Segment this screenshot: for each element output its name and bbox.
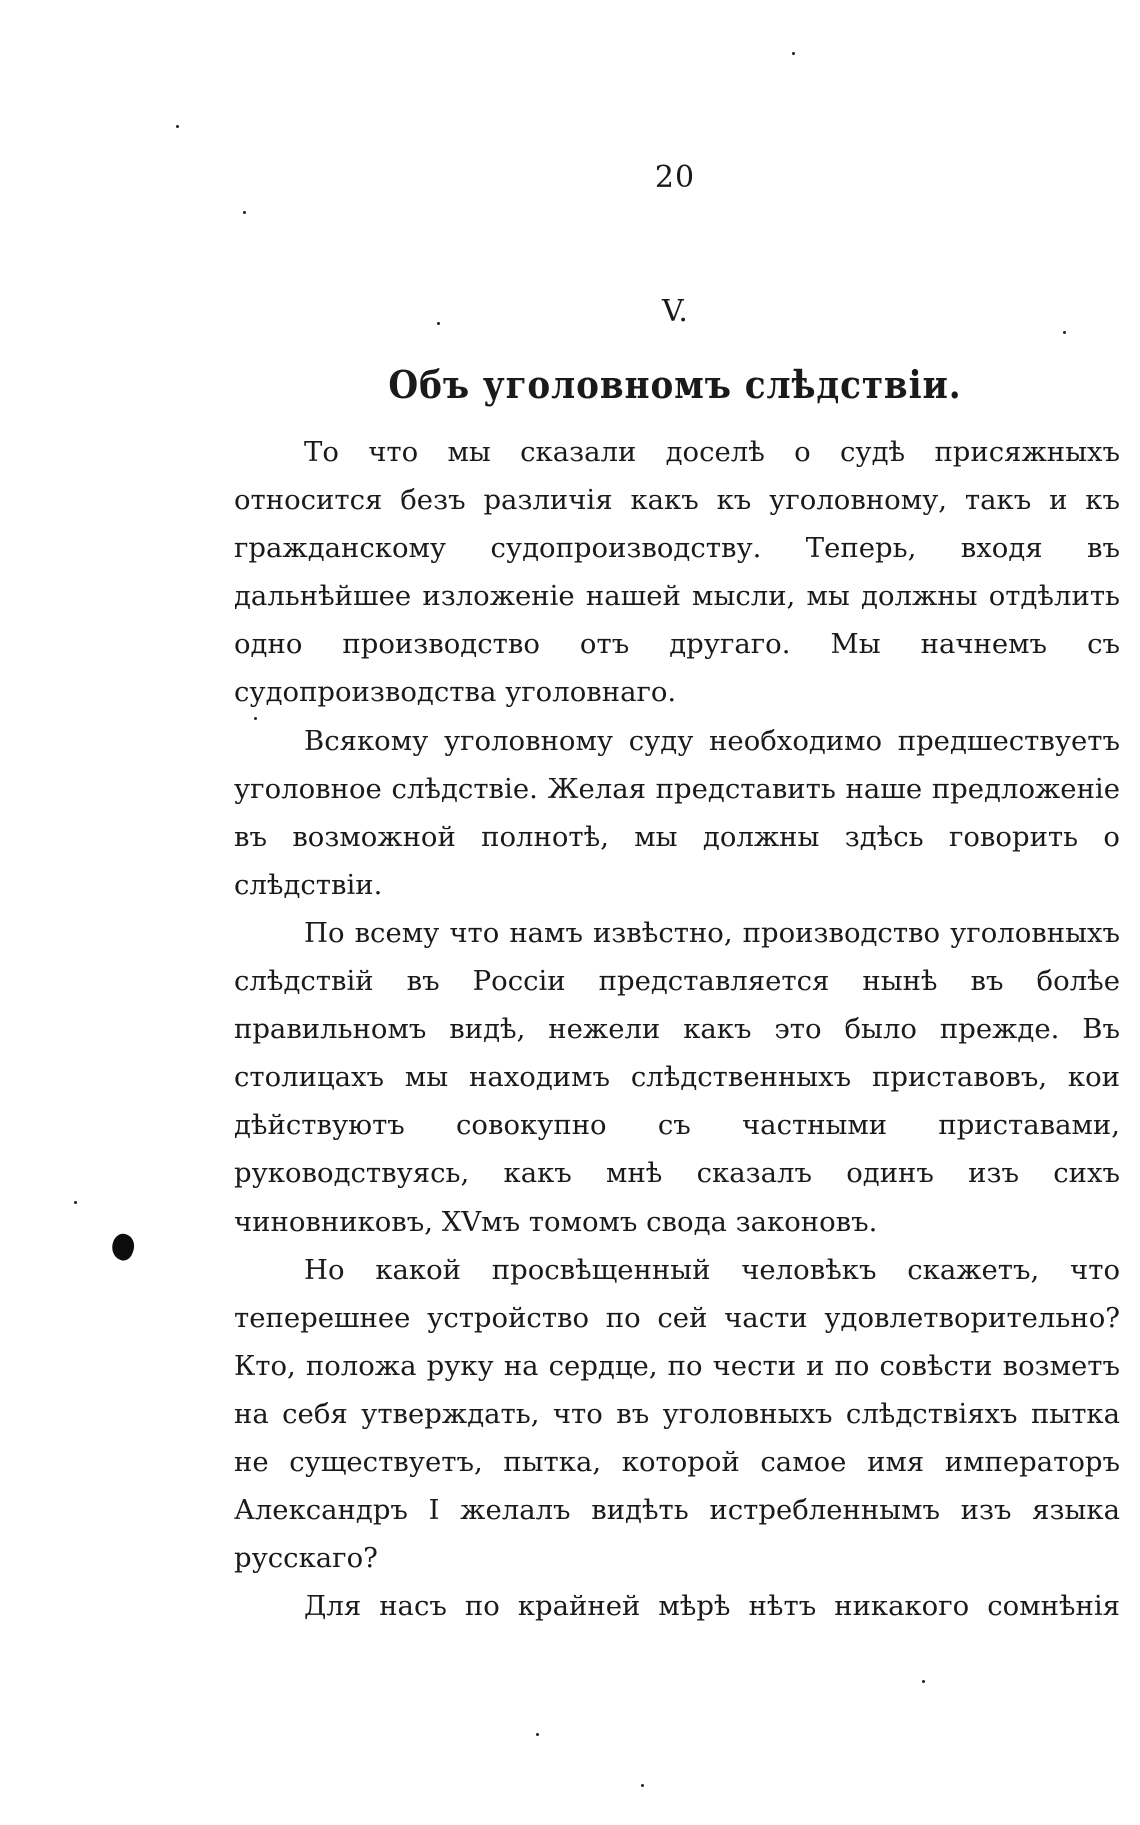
scan-speck <box>437 322 440 325</box>
section-number: V. <box>662 294 688 329</box>
scan-speck <box>922 1680 925 1683</box>
paragraph-continued: Для насъ по крайней мѣрѣ нѣтъ никакого сомнѣнія <box>304 1590 1120 1623</box>
scan-speck <box>1063 331 1066 334</box>
scan-speck <box>176 125 179 128</box>
body-text <box>234 428 1120 1630</box>
paragraph: То что мы сказали доселѣ о судѣ присяжныхъ относится безъ различія какъ къ уголовному, такъ и къ гражданскому судопроизводству. Теперь, входя въ дальнѣйшее изложеніе нашей мысли, мы должны отдѣлить одно производство отъ другаго. Мы начнемъ съ судопроизводства уголовнаго. <box>234 436 1120 709</box>
page-number: 20 <box>654 160 696 195</box>
scan-speck <box>74 1201 77 1204</box>
scan-speck <box>641 1784 644 1787</box>
ink-blot <box>108 1231 138 1263</box>
paragraph: По всему что намъ извѣстно, производство уголовныхъ слѣдствій въ Россіи представляется нынѣ въ болѣе правильномъ видѣ, нежели какъ это было прежде. Въ столицахъ мы находимъ слѣдственныхъ приставовъ, кои дѣйствуютъ совокупно съ частными приставами, руководствуясь, какъ мнѣ сказалъ одинъ изъ сихъ чиновниковъ, XVмъ томомъ свода законовъ. <box>234 916 1120 1238</box>
scan-speck <box>536 1733 539 1736</box>
paragraph: Всякому уголовному суду необходимо предшествуетъ уголовное слѣдствіе. Желая представить наше предложеніе въ возможной полнотѣ, мы должны здѣсь говорить о слѣдствіи. <box>234 724 1120 901</box>
section-title: Объ уголовномъ слѣдствіи. <box>388 362 962 407</box>
scan-speck <box>243 211 246 214</box>
scan-speck <box>792 52 795 55</box>
scan-speck <box>254 717 257 720</box>
paragraph: Но какой просвѣщенный человѣкъ скажетъ, что теперешнее устройство по сей части удовлетворительно? Кто, положа руку на сердце, по чести и по совѣсти возметъ на себя утверждать, что въ уголовныхъ слѣдствіяхъ пытка не существуетъ, пытка, которой самое имя императоръ Александръ I желалъ видѣть истребленнымъ изъ языка русскаго? <box>234 1253 1120 1575</box>
